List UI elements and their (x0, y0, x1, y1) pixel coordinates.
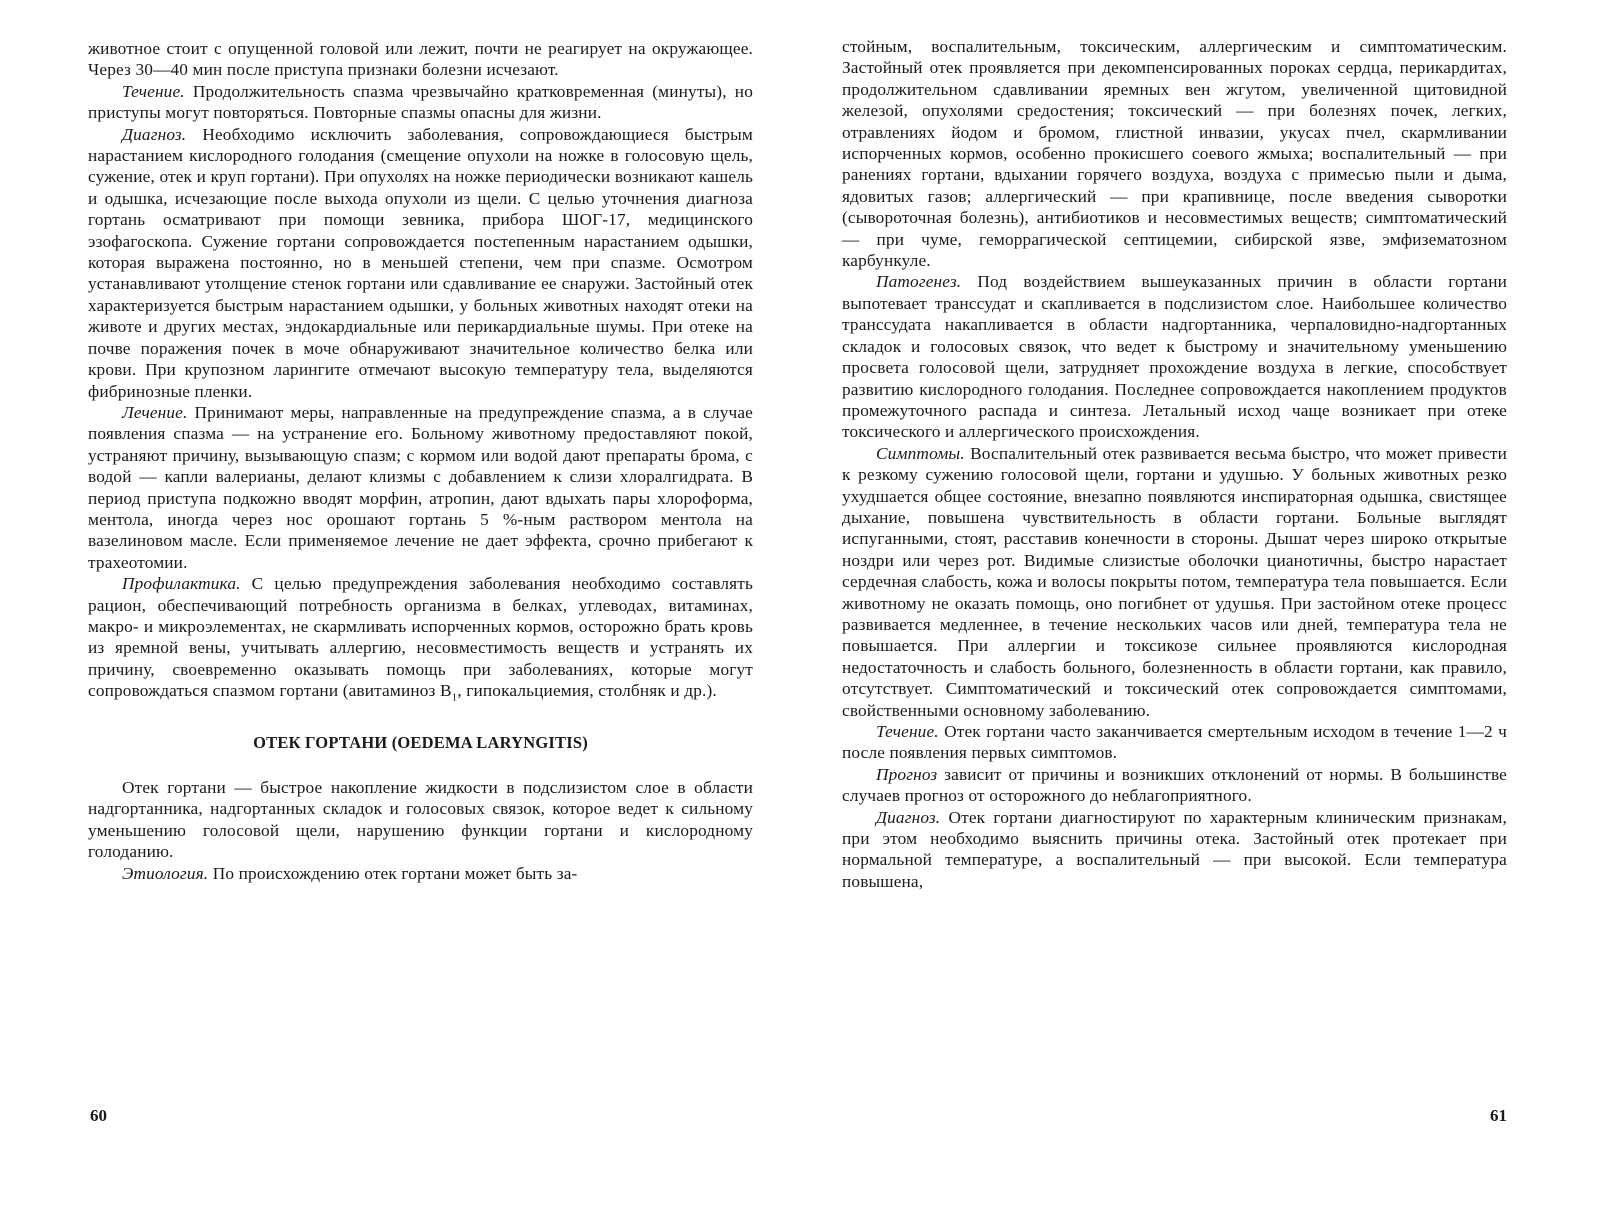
paragraph-lead: Течение. (876, 722, 939, 741)
section-heading: ОТЕК ГОРТАНИ (OEDEMA LARYNGITIS) (253, 733, 588, 753)
paragraph-lead: Диагноз. (122, 124, 187, 144)
paragraph-lead: Патогенез. (876, 272, 962, 292)
paragraph-lead: Прогноз (876, 764, 938, 784)
paragraph-lead: Этиология. (122, 863, 209, 883)
paragraph-lead: Профилактика. (122, 574, 241, 594)
paragraph-lead: Симптомы. (876, 443, 965, 463)
page-number: 60 (90, 1106, 107, 1125)
paragraph: животное стоит с опущенной головой или лежит, почти не реагирует на окружающее. Через 30—40 мин после приступа признаки болезни исчезают. (88, 39, 753, 80)
paragraph-lead: Лечение. (122, 402, 188, 422)
right-page-body (842, 36, 1507, 892)
paragraph: Симптомы. Воспалительный отек развивается весьма быстро, что может привести к резкому сужению голосовой щели, гортани и удушью. У больных животных резко ухудшается общее состояние, внезапно появляются инспираторная одышка, свистящее дыхание, повышена чувствительность в области гортани. Больные выглядят испуганными, стоят, расставив конечности в стороны. Дышат через широко открытые ноздри или через рот. Видимые слизистые оболочки цианотичны, быстро нарастает сердечная слабость, кожа и волосы покрыты потом, температура тела повышается. Если животному не оказать помощь, оно погибнет от удушья. При застойном отеке процесс развивается медленнее, в течение нескольких часов или дней, температура тела не повышается. При аллергии и токсикозе сильнее проявляются кислородная недостаточность и слабость больного, болезненность в области гортани, как правило, отсутствует. Симптоматический и токсический отек сопровождается симптомами, свойственными основному заболеванию. (842, 443, 1507, 720)
paragraph-lead: Течение. (122, 81, 185, 101)
page-number: 61 (1490, 1106, 1507, 1125)
paragraph: Диагноз. Необходимо исключить заболевания, сопровождающиеся быстрым нарастанием кислородного голодания (смещение опухоли на ножке в голосовую щель, сужение, отек и круп гортани). При опухолях на ножке периодически возникают кашель и одышка, исчезающие после выхода опухоли из щели. С целью уточнения диагноза гортань осматривают при помощи зевника, прибора ШОГ-17, медицинского эзофагоскопа. Сужение гортани сопровождается постепенным нарастанием одышки, которая выражена постоянно, но в меньшей степени, чем при спазме. Осмотром устанавливают утолщение стенок гортани или сдавливание ее снаружи. Застойный отек характеризуется быстрым нарастанием одышки, у больных животных находят отеки на животе и других местах, эндокардиальные или перикардиальные шумы. При отеке на почве поражения почек в моче обнаруживают значительное количество белка или крови. При крупозном ларингите отмечают высокую температуру тела, выделяются фибринозные пленки. (88, 124, 753, 401)
paragraph: Течение. Отек гортани часто заканчивается смертельным исходом в течение 1—2 ч после появления первых симптомов. (842, 722, 1507, 763)
paragraph: Прогноз зависит от причины и возникших отклонений от нормы. В большинстве случаев прогноз от осторожного до неблагоприятного. (842, 764, 1507, 806)
right-page (842, 0, 1507, 1212)
left-page-body (88, 38, 753, 884)
paragraph: Отек гортани — быстрое накопление жидкости в подслизистом слое в области надгортанника, надгортанных складок и голосовых связок, которое ведет к сильному уменьшению голосовой щели, нарушению функции гортани и кислородному голоданию. (88, 778, 753, 862)
paragraph: Диагноз. Отек гортани диагностируют по характерным клиническим признакам, при этом необходимо выяснить причины отека. Застойный отек протекает при нормальной температуре, а воспалительный — при высокой. Если температура повышена, (842, 807, 1507, 891)
paragraph: Течение. Продолжительность спазма чрезвычайно кратковременная (минуты), но приступы могут повторяться. Повторные спазмы опасны для жизни. (88, 81, 753, 123)
paragraph: Профилактика. С целью предупреждения заболевания необходимо составлять рацион, обеспечивающий потребность организма в белках, углеводах, витаминах, макро- и микроэлементах, не скармливать испорченных кормов, осторожно брать кровь из яремной вены, учитывать аллергию, несовместимость веществ и устранять их причину, своевременно оказывать помощь при заболеваниях, которые могут сопровождаться спазмом гортани (авитаминоз $B_1$, гипокальциемия, столбняк и др.). (88, 574, 753, 704)
paragraph: Патогенез. Под воздействием вышеуказанных причин в области гортани выпотевает транссудат и скапливается в подслизистом слое. Наибольшее количество транссудата накапливается в области надгортанника, черпаловидно-надгортанных складок и голосовых связок, что ведет к быстрому и значительному уменьшению просвета голосовой щели, затрудняет прохождение воздуха в легкие, способствует развитию кислородного голодания. Последнее сопровождается накоплением продуктов промежуточного распада и синтеза. Летальный исход чаще возникает при отеке токсического и аллергического происхождения. (842, 272, 1507, 442)
paragraph: Лечение. Принимают меры, направленные на предупреждение спазма, а в случае появления спазма — на устранение его. Больному животному предоставляют покой, устраняют причину, вызывающую спазм; с кормом или водой дают препараты брома, с водой — капли валерианы, делают клизмы с добавлением к слизи хлоралгидрата. В период приступа подкожно вводят морфин, атропин, дают вдыхать пары хлороформа, ментола, иногда через нос орошают гортань 5 %-ным раствором ментола на вазелиновом масле. Если применяемое лечение не дает эффекта, срочно прибегают к трахеотомии. (88, 402, 753, 572)
left-page (88, 0, 753, 1212)
paragraph: стойным, воспалительным, токсическим, аллергическим и симптоматическим. Застойный отек проявляется при декомпенсированных пороках сердца, перикардитах, продолжительном сдавливании яремных вен жгутом, увеличенной щитовидной железой, опухолями средостения; токсический — при болезнях почек, легких, отравлениях йодом и бромом, глистной инвазии, укусах пчел, скармливании испорченных кормов, особенно прокисшего соевого жмыха; воспалительный — при ранениях гортани, вдыхании горячего воздуха, воздуха с примесью пыли и дыма, ядовитых газов; аллергический — при крапивнице, после введения сыворотки (сывороточная болезнь), антибиотиков и несовместимых веществ; симптоматический — при чуме, геморрагической септицемии, сибирской язве, эмфизематозном карбункуле. (842, 37, 1507, 271)
paragraph: Этиология. По происхождению отек гортани может быть за- (122, 863, 578, 883)
paragraph-lead: Диагноз. (876, 807, 941, 827)
